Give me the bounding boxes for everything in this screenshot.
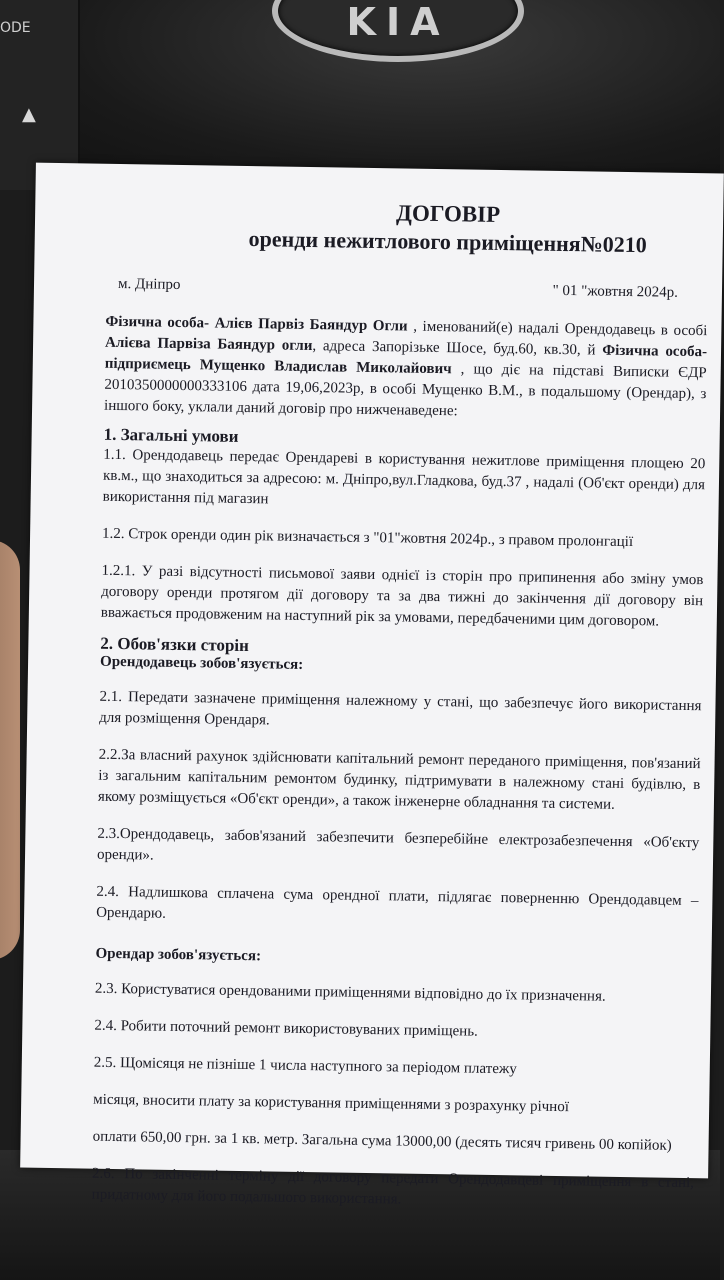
tenant-clause-2-3: 2.3. Користуватися орендованими приміщеннями відповідно до їх призначення. xyxy=(94,980,606,1005)
intro-rest: , що діє на підставі Виписки ЄДР 2010350000000333106 дата 19,06,2023р, в особі Мущенко В.М., в подальшому (Орендар), з іншого боку, уклали даний договір про нижченаведене: xyxy=(103,361,707,420)
party1-address: , адреса Запорізьке Шосе, буд.60, кв.30, й xyxy=(312,338,603,359)
clause-2-4: 2.4. Надлишкова сплачена сума орендної плати, підлягає поверненню Орендодавцем – Орендарю. xyxy=(96,883,699,922)
contract-body xyxy=(92,164,710,1215)
holding-finger xyxy=(0,540,20,960)
place-date-line xyxy=(106,276,708,313)
tenant-obligations-heading: Орендар зобов'язується: xyxy=(95,945,262,965)
car-logo xyxy=(272,0,524,62)
tenant-clause-2-5-line-2: місяця, вносити плату за користування приміщеннями з розрахунку річної xyxy=(93,1091,570,1116)
tenant-clause-2-6: 2.6. По закінченні терміну дії договору передати Орендодавцеві приміщення в стані, придатному для його подальшого використання. xyxy=(91,1165,695,1208)
party1-name: Алієва Парвіза Баяндур огли xyxy=(104,334,313,355)
party1-label: Фізична особа- Алієв Парвіз Баяндур Огли xyxy=(105,313,408,335)
clause-1-2: 1.2. Строк оренди один рік визначається з "01"жовтня 2024р., з правом пролонгації xyxy=(101,525,634,551)
section-2-heading: 2. Обов'язки сторін xyxy=(100,633,250,656)
party2-label: Фізична особа- підприємець Мущенко Владислав Миколайович xyxy=(104,342,708,378)
clause-2-3: 2.3.Орендодавець, забов'язаний забезпечити безперебійне електрозабезпечення «Об'єкту оренди». xyxy=(96,825,700,864)
clause-2-1: 2.1. Передати зазначене приміщення належному у стані, що забезпечує його використання для розміщення Орендаря. xyxy=(99,688,702,729)
clause-2-2: 2.2.За власний рахунок здійснювати капітальний ремонт переданого приміщення, пов'язаний із загальним капітальним ремонтом будинку, підтримувати в належному стані будівлю, в якому розміщується «Об'єкт оренди», а також інженерне обладнання та системи. xyxy=(97,746,701,813)
mode-button-label: ODE xyxy=(0,20,31,36)
document-place: м. Дніпро xyxy=(117,275,181,293)
contract-paper xyxy=(20,163,724,1208)
clause-1-2-1: 1.2.1. У разі відсутності письмової заяви однієї із сторін про припинення або зміну умов договору оренди протягом дії договору та за два тижні до закінчення дії договору він вважається продовженим на наступний рік за умовами, передбаченими цим договором. xyxy=(100,562,704,630)
document-date: " 01 "жовтня 2024р. xyxy=(552,282,679,301)
tenant-clause-2-5-line-3: оплати 650,00 грн. за 1 кв. метр. Загальна сума 13000,00 (десять тисяч гривень 00 копійок) xyxy=(92,1128,672,1154)
tenant-clause-2-5-line-1: 2.5. Щомісяця не пізніше 1 числа наступного за періодом платежу xyxy=(93,1054,517,1078)
party1-text: , іменований(е) надалі Орендодавець в особі xyxy=(407,318,708,340)
tenant-clause-2-4: 2.4. Робити поточний ремонт використовуваних приміщень. xyxy=(94,1017,478,1040)
car-logo-text: KIA xyxy=(346,0,450,44)
landlord-obligations-heading: Орендодавець зобов'язується: xyxy=(99,653,304,673)
car-control-panel xyxy=(0,0,80,190)
clause-1-1: 1.1. Орендодавець передає Орендареві в користування нежитлове приміщення площею 20 кв.м., що знаходиться за адресою: м. Дніпро,вул.Гладкова, буд.37 , надалі (Об'єкт оренди) для використання під магазин xyxy=(102,446,706,508)
document-title: ДОГОВІР xyxy=(395,200,501,227)
document-subtitle: оренди нежитлового приміщення№0210 xyxy=(248,226,647,258)
car-dashboard-background xyxy=(0,0,720,190)
section-1-heading: 1. Загальні умови xyxy=(103,424,239,446)
intro-paragraph xyxy=(104,312,708,426)
triangle-up-icon: ▲ xyxy=(22,104,36,125)
